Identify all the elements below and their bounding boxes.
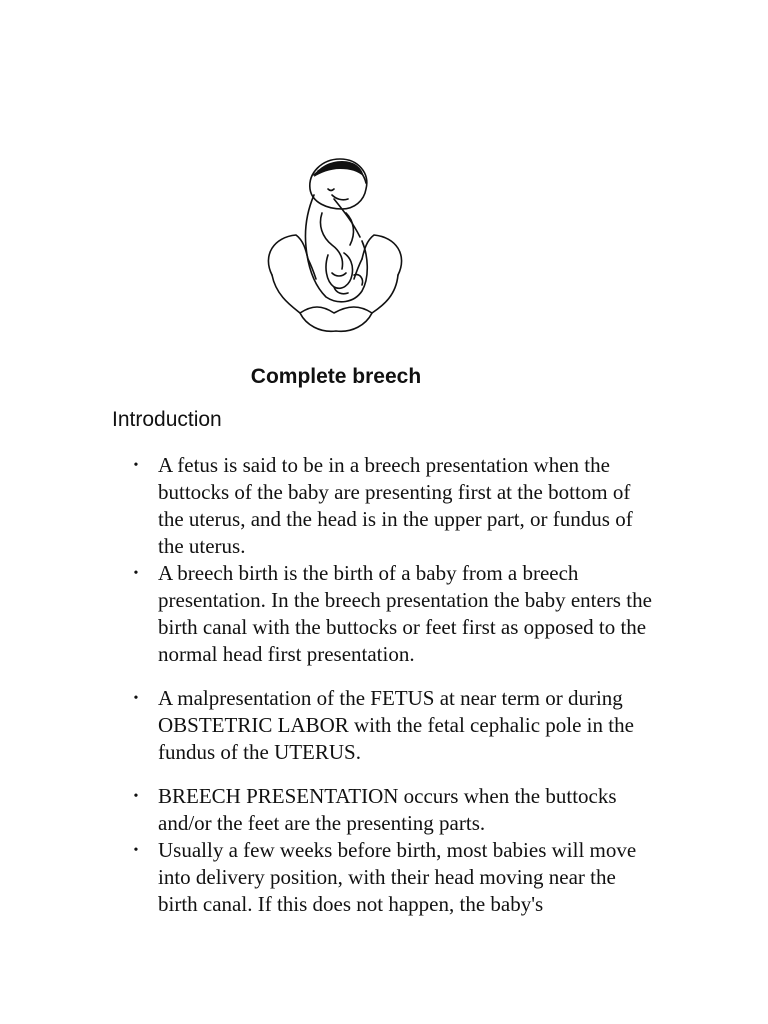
bullet-item [0,837,658,918]
figure-caption: Complete breech [250,365,422,388]
bullet-dot-icon: • [133,789,139,804]
section-heading: Introduction [112,408,222,431]
bullet-dot-icon: • [133,458,139,473]
bullet-item [0,685,658,766]
bullet-dot-icon: • [133,566,139,581]
bullet-text: A fetus is said to be in a breech presentation when the buttocks of the baby are presenting first at the bottom of the uterus, and the head is in the upper part, or fundus of the uterus. [158,453,633,558]
bullet-dot-icon: • [133,691,139,706]
bullet-text: BREECH PRESENTATION occurs when the buttocks and/or the feet are the presenting parts. [158,784,617,835]
breech-baby-illustration [262,155,408,345]
bullet-item [0,452,658,560]
bullet-text: A breech birth is the birth of a baby from a breech presentation. In the breech presentation the baby enters the birth canal with the buttocks or feet first as opposed to the normal head first presentation. [158,561,652,666]
bullet-list [0,452,768,918]
bullet-text: A malpresentation of the FETUS at near term or during OBSTETRIC LABOR with the fetal cephalic pole in the fundus of the UTERUS. [158,686,634,764]
bullet-item [0,560,658,668]
bullet-item [0,783,658,837]
bullet-dot-icon: • [133,843,139,858]
bullet-text: Usually a few weeks before birth, most babies will move into delivery position, with their head moving near the birth canal. If this does not happen, the baby's [158,838,637,916]
